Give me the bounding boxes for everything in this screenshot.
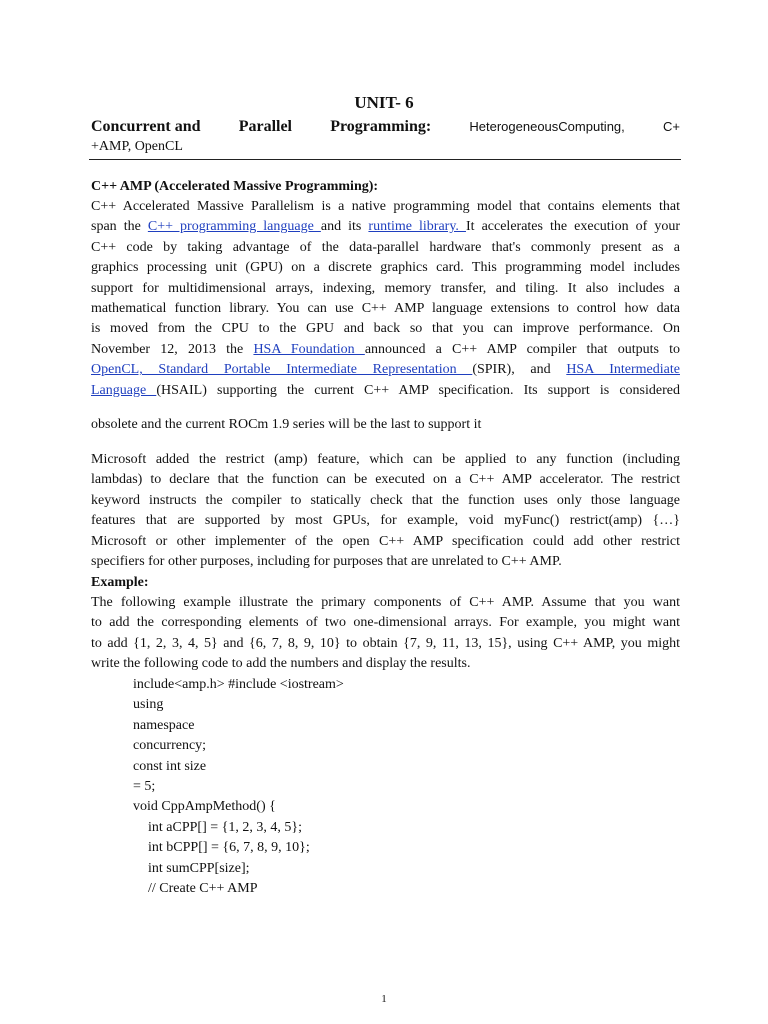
p3-line: to add {1, 2, 3, 4, 5} and {6, 7, 8, 9, 10} to obtain {7, 9, 11, 13, 15}, using C++ AMP, you might — [91, 635, 680, 651]
code-line: int aCPP[] = {1, 2, 3, 4, 5}; — [148, 819, 302, 835]
p1-line: Language (HSAIL) supporting the current C++ AMP specification. Its support is considered — [91, 382, 680, 398]
paragraph-2 — [91, 450, 680, 572]
p1-line: mathematical function library. You can use C++ AMP language extensions to control how data — [91, 301, 680, 317]
hsail-link[interactable]: Language — [91, 382, 157, 398]
code-line: namespace — [133, 717, 195, 733]
p1-line: span the C++ programming language and its runtime library. It accelerates the execution of your — [91, 219, 680, 235]
code-line: const int size — [133, 758, 207, 774]
code-line: void CppAmpMethod() { — [133, 799, 276, 815]
hsa-intermediate-link[interactable]: HSA Intermediate — [566, 362, 680, 378]
code-line: include<amp.h> #include <iostream> — [133, 677, 344, 692]
heading-topics-tail: C+ — [662, 119, 680, 134]
p1-line: November 12, 2013 the HSA Foundation announced a C++ AMP compiler that outputs to — [91, 341, 681, 357]
p2-line: features that are supported by most GPUs, for example, void myFunc() restrict(amp) {…} — [91, 513, 680, 529]
p2-line: specifiers for other purposes, including for purposes that are unrelated to C++ AMP. — [91, 554, 562, 570]
chapter-heading — [91, 117, 680, 157]
code-line: int bCPP[] = {6, 7, 8, 9, 10}; — [148, 840, 310, 856]
page-number: 1 — [381, 993, 387, 1005]
section-title-text: C++ AMP (Accelerated Massive Programming): — [91, 179, 379, 194]
hsa-foundation-link[interactable]: HSA Foundation — [253, 341, 365, 357]
paragraph-1 — [91, 197, 680, 401]
example-label-text: Example: — [91, 575, 149, 590]
paragraph-3 — [91, 593, 680, 675]
p1-line: C++ code by taking advantage of the data-parallel hardware that's commonly present as a — [91, 239, 680, 255]
p1-line: OpenCL, Standard Portable Intermediate Representation (SPIR), and HSA Intermediate — [91, 362, 680, 378]
code-sample — [133, 675, 344, 899]
p1-line: support for multidimensional arrays, indexing, memory transfer, and tiling. It also includes a — [91, 280, 680, 296]
p3-line: write the following code to add the numbers and display the results. — [91, 656, 471, 672]
p1-line: obsolete and the current ROCm 1.9 series will be the last to support it — [91, 417, 482, 432]
code-line: // Create C++ AMP — [148, 881, 258, 897]
p2-line: Microsoft or other implementer of the open C++ AMP specification could add other restrict — [91, 533, 680, 549]
heading-topics-continued: +AMP, OpenCL — [91, 139, 183, 154]
heading-word-2: Parallel — [238, 118, 292, 135]
p1-line: graphics processing unit (GPU) on a discrete graphics card. This programming model includes — [91, 260, 680, 276]
heading-topics: HeterogeneousComputing, — [469, 119, 625, 134]
p2-line: keyword instructs the compiler to statically check that the function uses only those language — [91, 492, 680, 508]
example-label — [91, 573, 680, 593]
heading-word-3: Programming: — [330, 118, 432, 135]
unit-title: UNIT- 6 — [354, 93, 414, 112]
p3-line: to add the corresponding elements of two one-dimensional arrays. For example, you might want — [91, 615, 680, 631]
p1-line: C++ Accelerated Massive Parallelism is a native programming model that contains elements that — [91, 199, 680, 214]
p2-line: lambdas) to declare that the function can be executed on a C++ AMP accelerator. The restrict — [91, 472, 680, 488]
p2-line: Microsoft added the restrict (amp) feature, which can be applied to any function (including — [91, 452, 680, 467]
code-line: int sumCPP[size]; — [148, 860, 250, 876]
heading-word-1: Concurrent and — [91, 118, 201, 135]
section-title — [91, 177, 680, 197]
runtime-library-link[interactable]: runtime library. — [368, 219, 466, 235]
cpp-language-link[interactable]: C++ programming language — [147, 219, 321, 235]
code-line: = 5; — [133, 779, 156, 795]
opencl-spir-link[interactable]: OpenCL, Standard Portable Intermediate Representation — [91, 362, 473, 378]
code-line: using — [133, 697, 164, 713]
code-line: concurrency; — [133, 738, 207, 754]
p1-line: is moved from the CPU to the GPU and back so that you can improve performance. On — [91, 321, 680, 337]
p3-line: The following example illustrate the primary components of C++ AMP. Assume that you want — [91, 595, 680, 610]
paragraph-1-tail — [91, 415, 680, 435]
heading-rule — [89, 159, 681, 160]
